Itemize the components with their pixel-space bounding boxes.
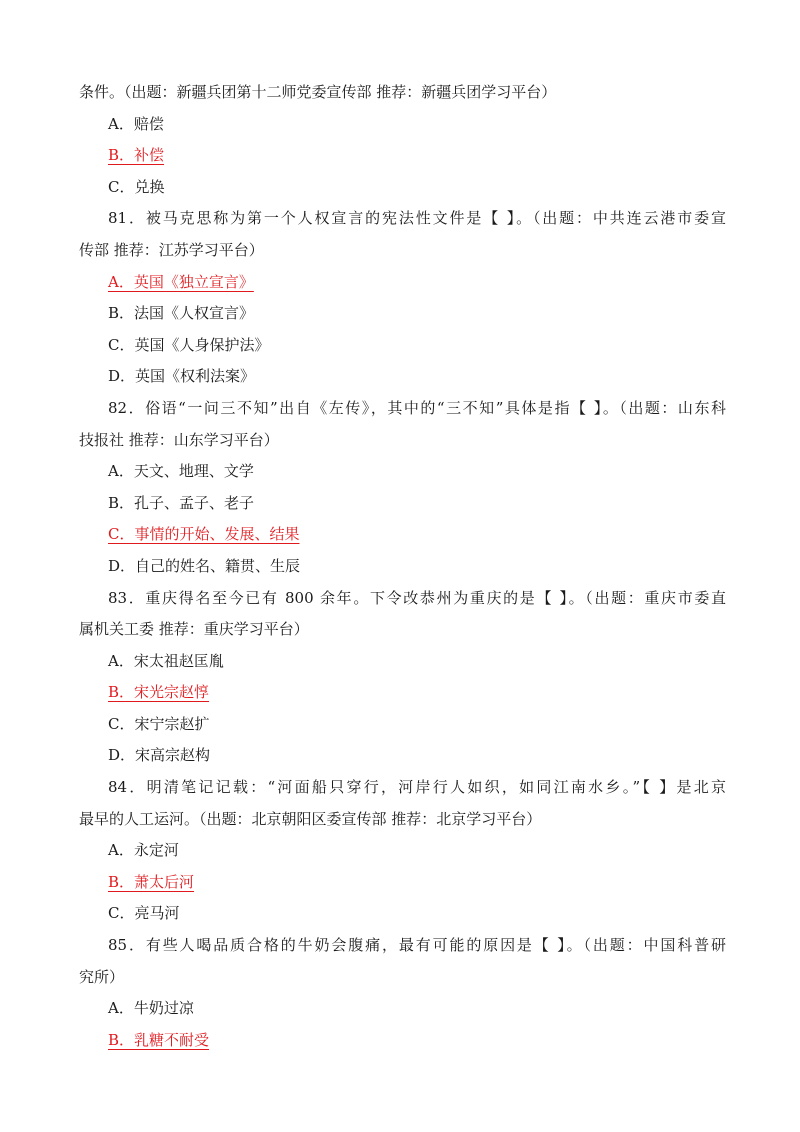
option-text: C．兑换 bbox=[108, 177, 165, 196]
option-text: C．亮马河 bbox=[108, 904, 180, 923]
question-line: 81．被马克思称为第一个人权宣言的宪法性文件是【 】。（出题：中共连云港市委宣 bbox=[108, 209, 726, 228]
answer-option bbox=[79, 109, 726, 141]
answer-option bbox=[79, 709, 726, 741]
question-line: 82．俗语“一问三不知”出自《左传》，其中的“三不知”具体是指【 】。（出题：山东科 bbox=[108, 398, 726, 417]
answer-option-correct bbox=[79, 1025, 726, 1057]
question-line: 83．重庆得名至今已有 800 余年。下令改恭州为重庆的是【 】。（出题：重庆市委直 bbox=[108, 588, 726, 607]
answer-option bbox=[79, 456, 726, 488]
answer-option bbox=[79, 898, 726, 930]
answer-option bbox=[79, 646, 726, 678]
quiz-content bbox=[79, 77, 726, 1056]
answer-option bbox=[79, 361, 726, 393]
answer-option-correct bbox=[79, 140, 726, 172]
answer-option bbox=[79, 551, 726, 583]
answer-option bbox=[79, 740, 726, 772]
option-text: A．赔偿 bbox=[108, 114, 164, 133]
option-text: B．乳糖不耐受 bbox=[108, 1030, 210, 1049]
answer-option-correct bbox=[79, 519, 726, 551]
option-text: D．自己的姓名、籍贯、生辰 bbox=[108, 556, 301, 575]
option-text: A．天文、地理、文学 bbox=[108, 462, 254, 481]
option-text: A．英国《独立宣言》 bbox=[108, 272, 254, 291]
question-line: 技报社 推荐：山东学习平台） bbox=[79, 430, 279, 449]
answer-option bbox=[79, 835, 726, 867]
answer-option-correct bbox=[79, 677, 726, 709]
answer-option bbox=[79, 172, 726, 204]
option-text: C．宋宁宗赵扩 bbox=[108, 714, 210, 733]
question-line: 究所） bbox=[79, 967, 125, 986]
option-text: A．永定河 bbox=[108, 841, 179, 860]
question-continuation-line: 条件。（出题：新疆兵团第十二师党委宣传部 推荐：新疆兵团学习平台） bbox=[79, 83, 557, 101]
answer-option bbox=[79, 330, 726, 362]
question-line: 传部 推荐：江苏学习平台） bbox=[79, 240, 264, 259]
answer-option-correct bbox=[79, 267, 726, 299]
option-text: C．事情的开始、发展、结果 bbox=[108, 525, 300, 544]
question-line: 属机关工委 推荐：重庆学习平台） bbox=[79, 620, 309, 639]
option-text: B．孔子、孟子、老子 bbox=[108, 493, 255, 512]
question-line: 85．有些人喝品质合格的牛奶会腹痛，最有可能的原因是【 】。（出题：中国科普研 bbox=[108, 936, 726, 955]
option-text: B．萧太后河 bbox=[108, 872, 195, 891]
option-text: B．法国《人权宣言》 bbox=[108, 304, 255, 323]
option-text: A．牛奶过凉 bbox=[108, 999, 194, 1018]
option-text: A．宋太祖赵匡胤 bbox=[108, 651, 224, 670]
option-text: D．宋高宗赵构 bbox=[108, 746, 211, 765]
question-line: 最早的人工运河。（出题：北京朝阳区委宣传部 推荐：北京学习平台） bbox=[79, 809, 542, 828]
answer-option-correct bbox=[79, 867, 726, 899]
option-text: C．英国《人身保护法》 bbox=[108, 335, 270, 354]
option-text: D．英国《权利法案》 bbox=[108, 367, 256, 386]
option-text: B．补偿 bbox=[108, 146, 165, 165]
answer-option bbox=[79, 993, 726, 1025]
answer-option bbox=[79, 488, 726, 520]
option-text: B．宋光宗赵惇 bbox=[108, 683, 210, 702]
question-line: 84．明清笔记记载：“河面船只穿行，河岸行人如织，如同江南水乡。”【 】是北京 bbox=[108, 778, 726, 797]
answer-option bbox=[79, 298, 726, 330]
